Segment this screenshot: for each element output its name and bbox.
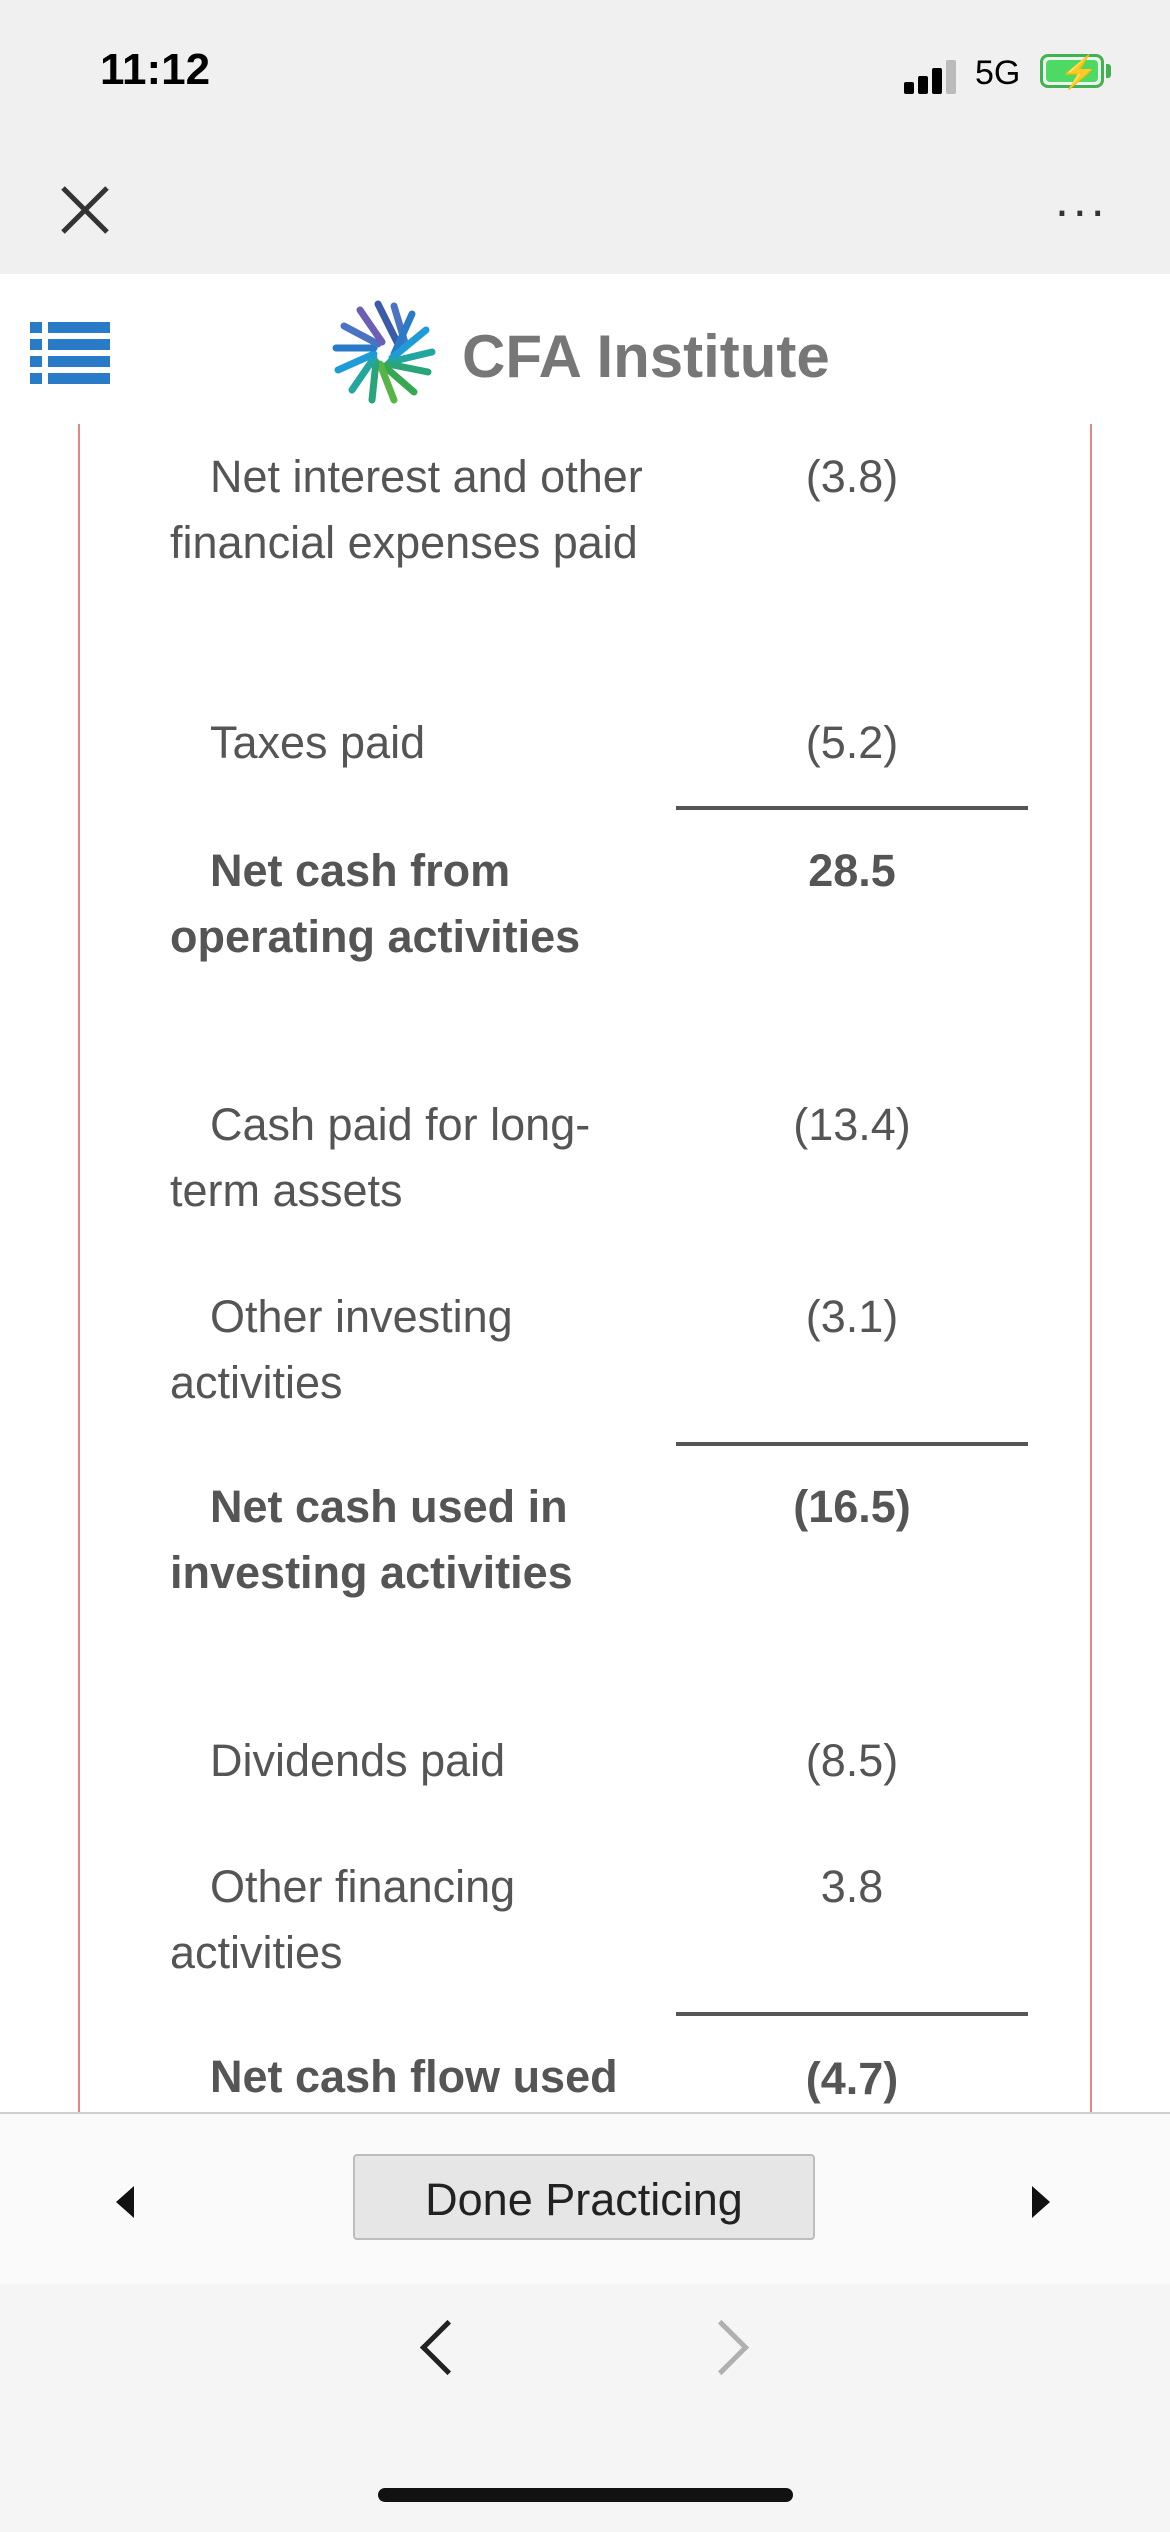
chevron-right-icon xyxy=(694,2320,749,2375)
home-indicator[interactable] xyxy=(378,2488,793,2502)
subtotal-rule xyxy=(676,2012,1028,2016)
statement-row-value: (4.7) xyxy=(805,2053,899,2104)
statement-row-label: Net interest and other financial expenses paid xyxy=(170,451,643,568)
statement-row-value: 28.5 xyxy=(808,845,896,896)
signal-icon xyxy=(904,58,960,94)
statement-row-value: (3.1) xyxy=(805,1291,899,1342)
statement-row-value: (5.2) xyxy=(805,717,899,768)
statement-row-value: (13.4) xyxy=(793,1099,911,1150)
statement-content[interactable] xyxy=(0,424,1170,2112)
statement-row-value: 3.8 xyxy=(820,1861,884,1912)
status-time: 11:12 xyxy=(100,45,211,94)
statement-row-label: Other financing activities xyxy=(170,1861,516,1978)
battery-icon: ⚡ xyxy=(1040,54,1104,88)
statement-row-value: (16.5) xyxy=(793,1481,911,1532)
close-icon[interactable] xyxy=(55,180,115,240)
cfa-logo-icon xyxy=(330,298,438,406)
top-bar xyxy=(0,0,1170,274)
triangle-right-icon[interactable] xyxy=(1032,2186,1050,2218)
list-menu-icon[interactable] xyxy=(30,322,110,384)
statement-row-label: Net cash from operating activities xyxy=(170,845,581,962)
app-header xyxy=(0,274,1170,424)
left-border-line xyxy=(78,424,80,2112)
statement-row-label: Cash paid for long-term assets xyxy=(170,1099,591,1216)
done-practicing-button[interactable]: Done Practicing xyxy=(353,2154,815,2240)
statement-row-label: Net cash flow used xyxy=(210,2051,618,2102)
subtotal-rule xyxy=(676,806,1028,810)
more-horizontal-icon[interactable]: ... xyxy=(1055,171,1109,227)
triangle-left-icon[interactable] xyxy=(116,2186,134,2218)
statement-row-label: Other investing activities xyxy=(170,1291,513,1408)
subtotal-rule xyxy=(676,1442,1028,1446)
battery-cap xyxy=(1106,64,1111,78)
statement-row-label: Net cash used in investing activities xyxy=(170,1481,573,1598)
practice-toolbar xyxy=(0,2112,1170,2286)
network-label: 5G xyxy=(975,54,1021,92)
logo-text: CFA Institute xyxy=(462,323,830,390)
chevron-left-icon[interactable] xyxy=(420,2320,475,2375)
right-border-line xyxy=(1090,424,1092,2112)
browser-nav-bar xyxy=(0,2284,1170,2532)
statement-row-value: (3.8) xyxy=(805,451,899,502)
statement-row-value: (8.5) xyxy=(805,1735,899,1786)
statement-row-label: Dividends paid xyxy=(210,1735,506,1786)
statement-row-label: Taxes paid xyxy=(210,717,426,768)
